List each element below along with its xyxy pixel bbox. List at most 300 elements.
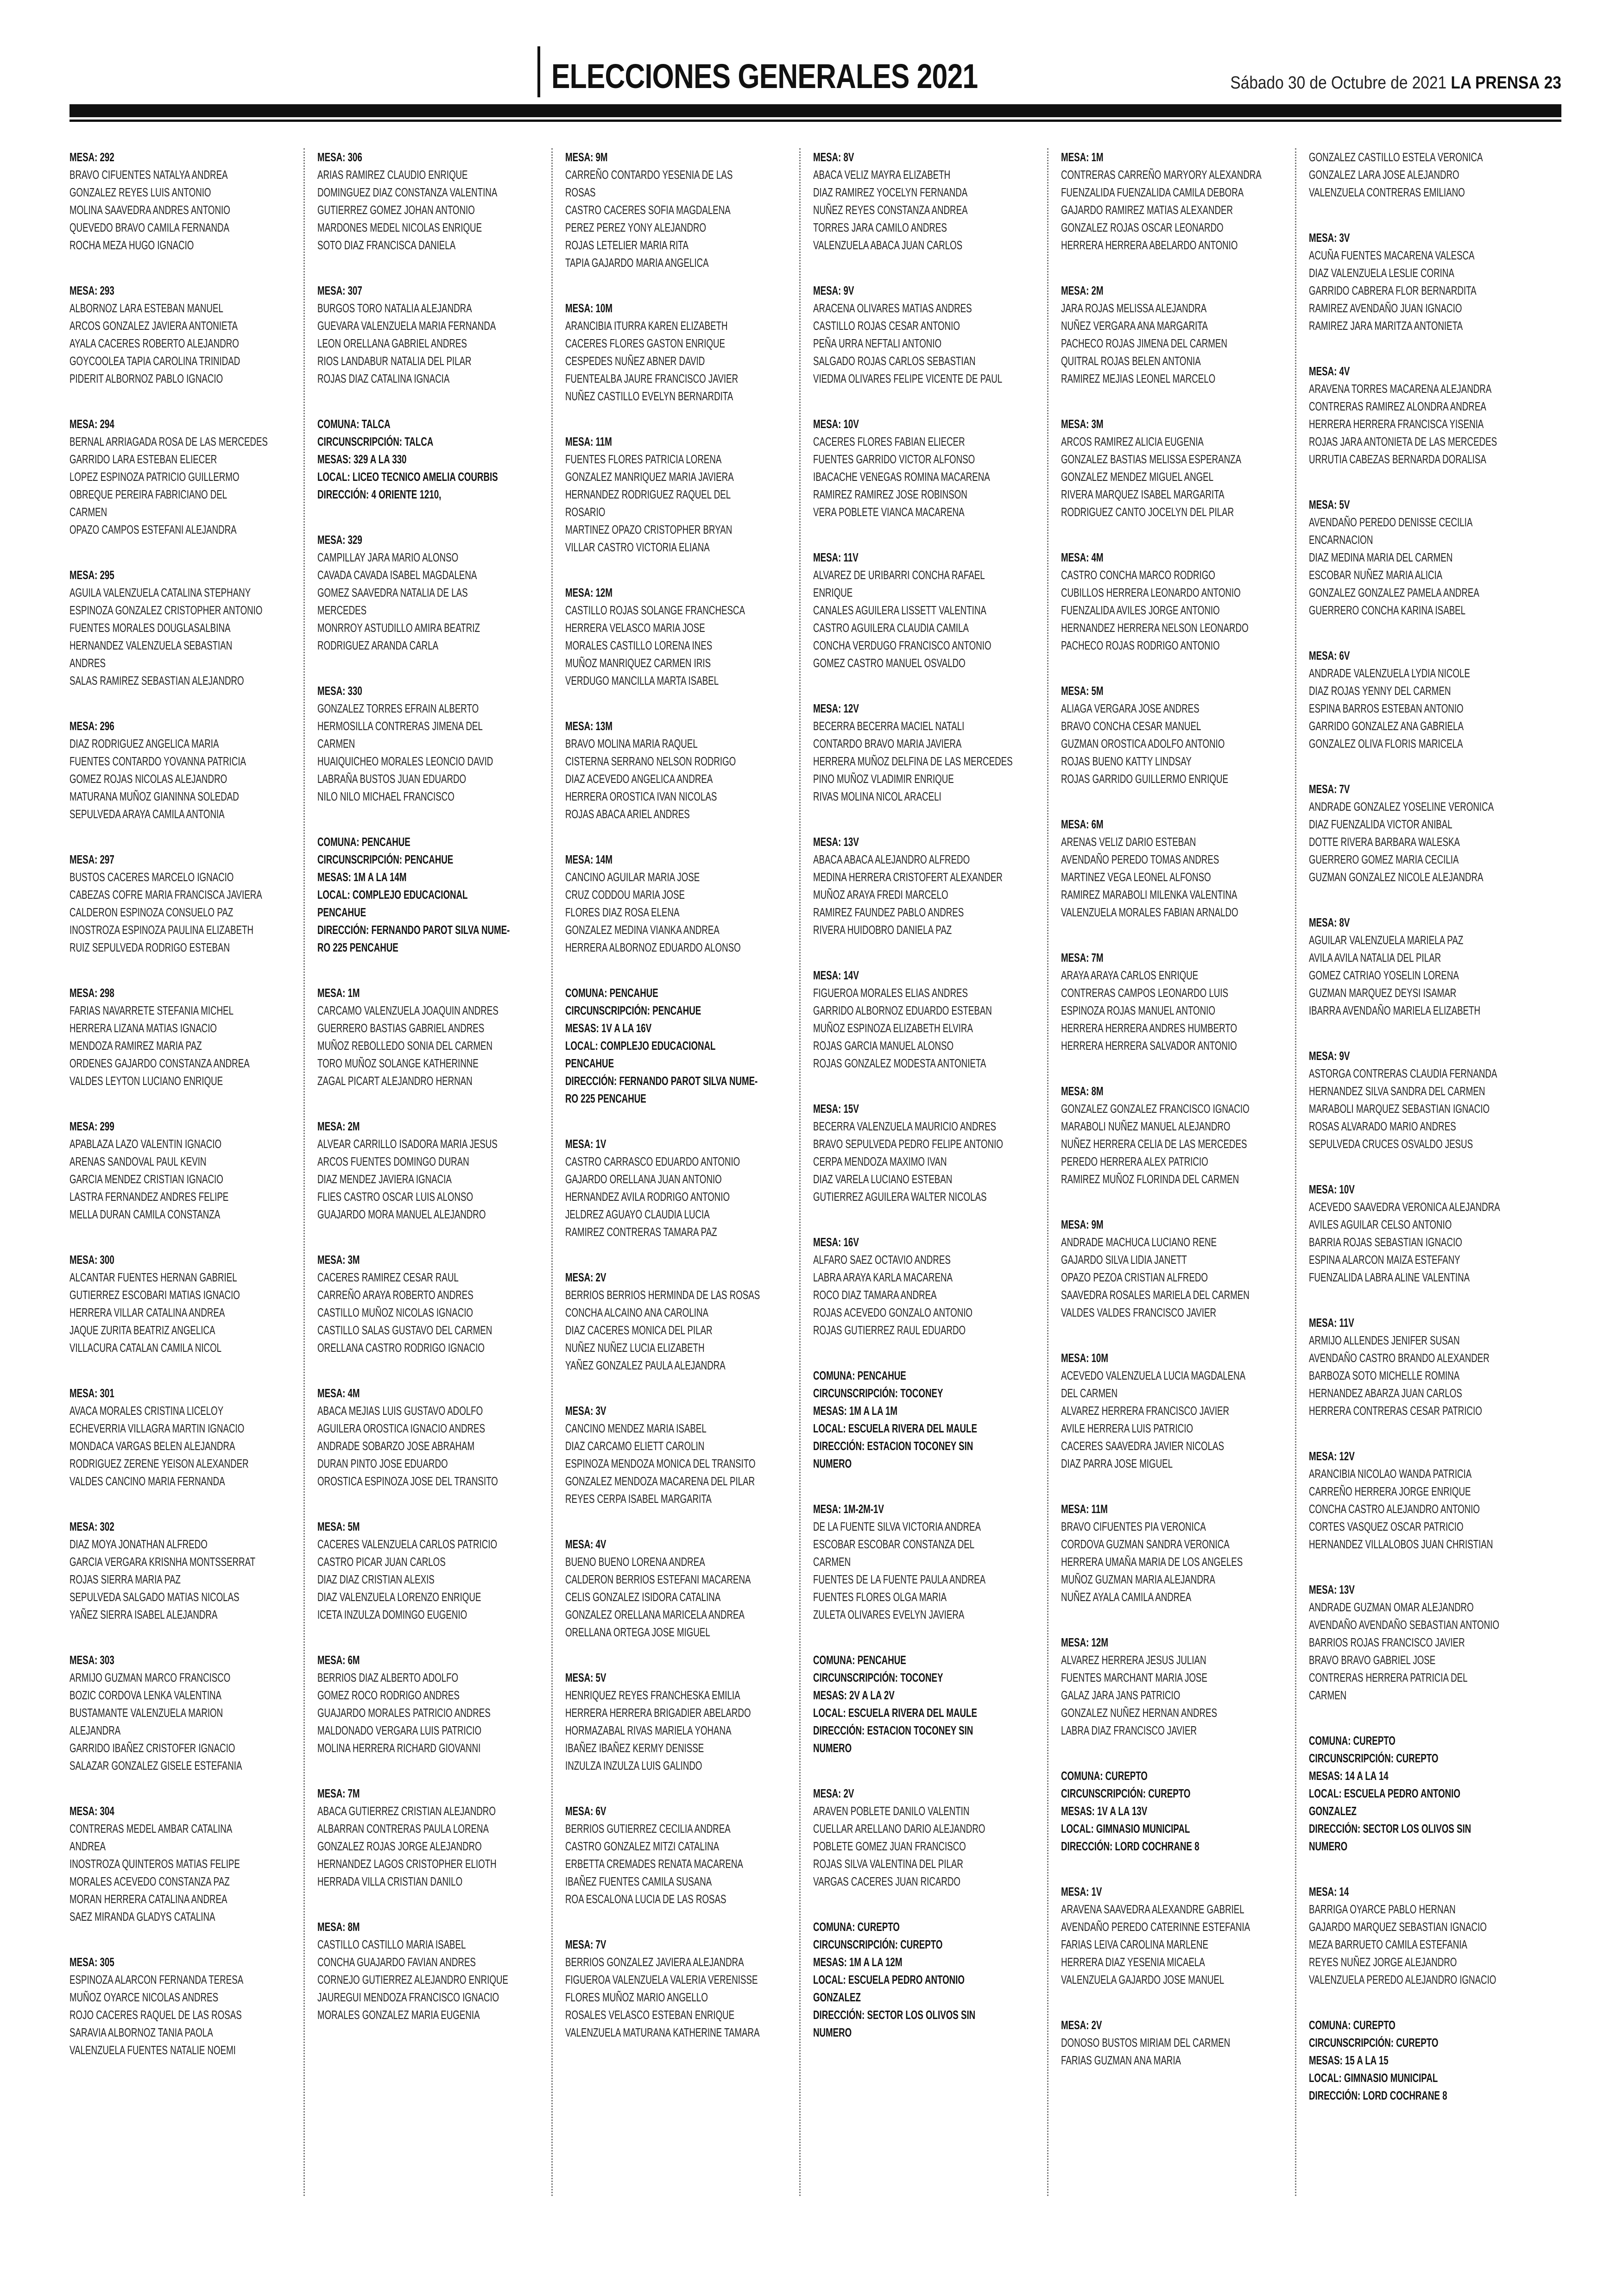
- member-name: ESCOBAR ESCOBAR CONSTANZA DEL: [813, 1537, 975, 1551]
- member-name: MORALES ACEVEDO CONSTANZA PAZ: [69, 1874, 230, 1888]
- mesa-block: [1061, 2016, 1295, 2069]
- member-name: HERNANDEZ HERRERA NELSON LEONARDO: [1061, 621, 1249, 635]
- info-line: CIRCUNSCRIPCIÓN: CUREPTO: [1309, 1751, 1439, 1765]
- member-name: MUÑOZ REBOLLEDO SONIA DEL CARMEN: [317, 1039, 493, 1053]
- member-name: REYES NUÑEZ JORGE ALEJANDRO: [1309, 1955, 1457, 1969]
- mesa-block: [565, 584, 799, 689]
- mesa-heading: MESA: 12M: [1061, 1635, 1108, 1649]
- mesa-heading: MESA: 2M: [317, 1119, 360, 1133]
- member-name: CASTILLO CASTILLO MARIA ISABEL: [317, 1937, 466, 1951]
- mesa-heading: MESA: 3V: [565, 1404, 606, 1418]
- member-name: GONZALEZ GONZALEZ PAMELA ANDREA: [1309, 586, 1479, 599]
- info-line: DIRECCIÓN: LORD COCHRANE 8: [1309, 2088, 1447, 2102]
- member-name: SAEZ MIRANDA GLADYS CATALINA: [69, 1910, 215, 1924]
- member-name: ARANCIBIA NICOLAO WANDA PATRICIA: [1309, 1467, 1472, 1481]
- info-line: PENCAHUE: [565, 1056, 614, 1070]
- member-name: POBLETE GOMEZ JUAN FRANCISCO: [813, 1839, 966, 1853]
- mesa-heading: MESA: 8M: [1061, 1084, 1104, 1098]
- mesa-block: [565, 1268, 799, 1374]
- member-name: CARMEN: [69, 505, 107, 519]
- member-name: HERRERA DIAZ YESENIA MICAELA: [1061, 1955, 1205, 1969]
- info-line: MESAS: 329 A LA 330: [317, 452, 407, 466]
- mesa-block: [1309, 1180, 1543, 1286]
- mesa-heading: MESA: 2M: [1061, 284, 1104, 297]
- member-name: CASTRO GONZALEZ MITZI CATALINA: [565, 1839, 720, 1853]
- member-name: INOSTROZA QUINTEROS MATIAS FELIPE: [69, 1857, 240, 1871]
- member-name: RIVERA HUIDOBRO DANIELA PAZ: [813, 923, 952, 937]
- member-name: BURGOS TORO NATALIA ALEJANDRA: [317, 301, 472, 315]
- mesa-heading: MESA: 296: [69, 719, 114, 733]
- mesa-heading: MESA: 2V: [813, 1786, 854, 1800]
- member-name: DIAZ VALENZUELA LESLIE CORINA: [1309, 266, 1454, 280]
- member-name: VALENZUELA PEREDO ALEJANDRO IGNACIO: [1309, 1973, 1497, 1987]
- column-separator: [799, 148, 801, 2196]
- member-name: DIAZ VALENZUELA LORENZO ENRIQUE: [317, 1590, 481, 1604]
- member-name: ABACA VELIZ MAYRA ELIZABETH: [813, 168, 951, 182]
- member-name: ENRIQUE: [813, 586, 853, 599]
- member-name: FLORES MUÑOZ MARIO ANGELLO: [565, 1990, 708, 2004]
- member-name: AGUILAR VALENZUELA MARIELA PAZ: [1309, 933, 1464, 947]
- column-2: [317, 148, 551, 2224]
- member-name: FUENZALIDA LABRA ALINE VALENTINA: [1309, 1270, 1470, 1284]
- member-name: HERRERA HERRERA BRIGADIER ABELARDO: [565, 1706, 751, 1720]
- polling-place-info: [1309, 1732, 1543, 1855]
- date-text: Sábado 30 de Octubre de 2021: [1230, 73, 1447, 93]
- mesa-block: [565, 148, 799, 271]
- member-name: GARCIA MENDEZ CRISTIAN IGNACIO: [69, 1172, 223, 1186]
- member-name: RODRIGUEZ CANTO JOCELYN DEL PILAR: [1061, 505, 1234, 519]
- member-name: ALVEAR CARRILLO ISADORA MARIA JESUS: [317, 1137, 498, 1151]
- member-name: ROJAS JARA ANTONIETA DE LAS MERCEDES: [1309, 435, 1497, 448]
- mesa-heading: MESA: 9V: [813, 284, 854, 297]
- member-name: GARRIDO CABRERA FLOR BERNARDITA: [1309, 284, 1477, 297]
- member-name: HERRADA VILLA CRISTIAN DANILO: [317, 1874, 463, 1888]
- mesa-block: [565, 1135, 799, 1241]
- member-name: TORO MUÑOZ SOLANGE KATHERINNE: [317, 1056, 479, 1070]
- mesa-heading: MESA: 6V: [1309, 649, 1350, 662]
- info-line: MESAS: 1V A LA 13V: [1061, 1804, 1148, 1818]
- member-name: PACHECO ROJAS RODRIGO ANTONIO: [1061, 638, 1220, 652]
- info-line: MESAS: 14 A LA 14: [1309, 1769, 1389, 1783]
- member-name: VERA POBLETE VIANCA MACARENA: [813, 505, 965, 519]
- mesa-heading: MESA: 11V: [813, 550, 859, 564]
- info-line: MESAS: 1V A LA 16V: [565, 1021, 652, 1035]
- mesa-heading: MESA: 11M: [565, 435, 612, 448]
- member-name: GUZMAN MARQUEZ DEYSI ISAMAR: [1309, 986, 1457, 1000]
- member-name: MORALES CASTILLO LORENA INES: [565, 638, 713, 652]
- member-name: HERRERA LIZANA MATIAS IGNACIO: [69, 1021, 217, 1035]
- member-name: CORDOVA GUZMAN SANDRA VERONICA: [1061, 1537, 1230, 1551]
- member-name: MEDINA HERRERA CRISTOFERT ALEXANDER: [813, 870, 1003, 884]
- member-name: MORALES GONZALEZ MARIA EUGENIA: [317, 2008, 480, 2022]
- member-name: PACHECO ROJAS JIMENA DEL CARMEN: [1061, 336, 1227, 350]
- member-name: GONZALEZ NUÑEZ HERNAN ANDRES: [1061, 1706, 1218, 1720]
- member-name: RAMIREZ MEJIAS LEONEL MARCELO: [1061, 372, 1216, 385]
- member-name: AYALA CACERES ROBERTO ALEJANDRO: [69, 336, 239, 350]
- column-separator: [303, 148, 305, 2196]
- member-name: DONOSO BUSTOS MIRIAM DEL CARMEN: [1061, 2036, 1231, 2050]
- member-name: CARCAMO VALENZUELA JOAQUIN ANDRES: [317, 1003, 499, 1017]
- info-line: LOCAL: LICEO TECNICO AMELIA COURBIS: [317, 470, 498, 484]
- mesa-heading: MESA: 4V: [565, 1537, 606, 1551]
- info-line: RO 225 PENCAHUE: [317, 940, 398, 954]
- mesa-block: [317, 1651, 551, 1757]
- member-name: PEREDO HERRERA ALEX PATRICIO: [1061, 1154, 1208, 1168]
- mesa-heading: MESA: 5M: [317, 1520, 360, 1533]
- mesa-block: [69, 1518, 303, 1623]
- mesa-heading: MESA: 293: [69, 284, 114, 297]
- member-name: SALAS RAMIREZ SEBASTIAN ALEJANDRO: [69, 674, 244, 688]
- member-name: FLORES DIAZ ROSA ELENA: [565, 905, 680, 919]
- member-name: CASTRO CONCHA MARCO RODRIGO: [1061, 568, 1215, 582]
- member-name: DURAN PINTO JOSE EDUARDO: [317, 1457, 448, 1470]
- member-name: CASTILLO SALAS GUSTAVO DEL CARMEN: [317, 1323, 493, 1337]
- member-name: ORELLANA ORTEGA JOSE MIGUEL: [565, 1625, 710, 1639]
- member-name: ESPINA BARROS ESTEBAN ANTONIO: [1309, 701, 1464, 715]
- column-6: [1309, 148, 1543, 2224]
- member-name: HERNANDEZ AVILA RODRIGO ANTONIO: [565, 1190, 730, 1204]
- mesa-heading: MESA: 295: [69, 568, 114, 582]
- column-1: [69, 148, 303, 2224]
- member-name: GONZALEZ ROJAS JORGE ALEJANDRO: [317, 1839, 482, 1853]
- member-name: ANDRADE SOBARZO JOSE ABRAHAM: [317, 1439, 475, 1453]
- member-name: DIAZ FUENZALIDA VICTOR ANIBAL: [1309, 817, 1452, 831]
- member-name: LASTRA FERNANDEZ ANDRES FELIPE: [69, 1190, 229, 1204]
- mesa-block: [813, 700, 1047, 805]
- mesa-block: [813, 1100, 1047, 1205]
- member-name: ROJAS LETELIER MARIA RITA: [565, 238, 688, 252]
- member-name: ROJAS GARCIA MANUEL ALONSO: [813, 1039, 954, 1053]
- mesa-heading: MESA: 304: [69, 1804, 114, 1818]
- info-line: NUMERO: [813, 1457, 852, 1470]
- member-name: GOMEZ ROJAS NICOLAS ALEJANDRO: [69, 772, 227, 786]
- member-name: VALENZUELA MATURANA KATHERINE TAMARA: [565, 2025, 760, 2039]
- info-line: DIRECCIÓN: ESTACION TOCONEY SIN: [813, 1723, 973, 1737]
- member-name: GAJARDO MARQUEZ SEBASTIAN IGNACIO: [1309, 1920, 1487, 1934]
- member-name: RAMIREZ CONTRERAS TAMARA PAZ: [565, 1225, 717, 1239]
- info-line: MESAS: 2V A LA 2V: [813, 1688, 895, 1702]
- member-name: ASTORGA CONTRERAS CLAUDIA FERNANDA: [1309, 1066, 1497, 1080]
- member-name: ALVAREZ DE URIBARRI CONCHA RAFAEL: [813, 568, 985, 582]
- info-line: COMUNA: PENCAHUE: [813, 1369, 906, 1382]
- member-name: CONTRERAS HERRERA PATRICIA DEL: [1309, 1671, 1468, 1684]
- info-line: COMUNA: PENCAHUE: [317, 835, 410, 849]
- member-name: DIAZ RODRIGUEZ ANGELICA MARIA: [69, 737, 219, 751]
- member-name: MORAN HERRERA CATALINA ANDREA: [69, 1892, 227, 1906]
- member-name: CALDERON ESPINOZA CONSUELO PAZ: [69, 905, 234, 919]
- member-name: GOMEZ ROCO RODRIGO ANDRES: [317, 1688, 460, 1702]
- member-name: VILLAR CASTRO VICTORIA ELIANA: [565, 540, 710, 554]
- mesa-block: [565, 1535, 799, 1641]
- mesa-heading: MESA: 7V: [565, 1937, 606, 1951]
- info-line: COMUNA: TALCA: [317, 417, 391, 431]
- member-name: RAMIREZ AVENDAÑO JUAN IGNACIO: [1309, 301, 1462, 315]
- info-line: PENCAHUE: [317, 905, 366, 919]
- member-name: HUAIQUICHEO MORALES LEONCIO DAVID: [317, 754, 493, 768]
- member-name: ARCOS FUENTES DOMINGO DURAN: [317, 1154, 469, 1168]
- member-name: GONZALEZ LARA JOSE ALEJANDRO: [1309, 168, 1459, 182]
- member-name: GUZMAN OROSTICA ADOLFO ANTONIO: [1061, 737, 1225, 751]
- member-name: CANCINO AGUILAR MARIA JOSE: [565, 870, 700, 884]
- member-name: VALENZUELA ABACA JUAN CARLOS: [813, 238, 963, 252]
- member-name: VALENZUELA CONTRERAS EMILIANO: [1309, 185, 1465, 199]
- mesa-heading: MESA: 4M: [317, 1386, 360, 1400]
- mesa-block: [813, 966, 1047, 1072]
- mesa-block: [813, 1785, 1047, 1890]
- member-name: HERNANDEZ VILLALOBOS JUAN CHRISTIAN: [1309, 1537, 1493, 1551]
- info-line: CIRCUNSCRIPCIÓN: CUREPTO: [1309, 2036, 1439, 2050]
- member-name: ESPINOZA GONZALEZ CRISTOPHER ANTONIO: [69, 603, 263, 617]
- info-line: LOCAL: ESCUELA RIVERA DEL MAULE: [813, 1421, 977, 1435]
- member-name: CARMEN: [1309, 1688, 1347, 1702]
- member-name: APABLAZA LAZO VALENTIN IGNACIO: [69, 1137, 222, 1151]
- member-name: VALDES VALDES FRANCISCO JAVIER: [1061, 1306, 1216, 1319]
- mesa-heading: MESA: 15V: [813, 1102, 859, 1116]
- info-line: LOCAL: ESCUELA RIVERA DEL MAULE: [813, 1706, 977, 1720]
- member-name: ANDRADE GONZALEZ YOSELINE VERONICA: [1309, 800, 1494, 814]
- mesa-heading: MESA: 300: [69, 1253, 114, 1267]
- member-name: MONRROY ASTUDILLO AMIRA BEATRIZ: [317, 621, 480, 635]
- member-name: GOYCOOLEA TAPIA CAROLINA TRINIDAD: [69, 354, 240, 368]
- member-name: TAPIA GAJARDO MARIA ANGELICA: [565, 256, 709, 270]
- polling-place-info: [1309, 2016, 1543, 2104]
- mesa-block: [1309, 1447, 1543, 1553]
- member-name: CAMPILLAY JARA MARIO ALONSO: [317, 550, 459, 564]
- mesa-block: [813, 833, 1047, 939]
- member-name: BUENO BUENO LORENA ANDREA: [565, 1555, 705, 1569]
- member-name: HERRERA CONTRERAS CESAR PATRICIO: [1309, 1404, 1482, 1418]
- member-name: ORELLANA CASTRO RODRIGO IGNACIO: [317, 1341, 485, 1355]
- info-line: CIRCUNSCRIPCIÓN: CUREPTO: [1061, 1786, 1191, 1800]
- member-name: OBREQUE PEREIRA FABRICIANO DEL: [69, 487, 227, 501]
- mesa-heading: MESA: 8M: [317, 1920, 360, 1934]
- mesa-block: [1061, 1634, 1295, 1739]
- info-line: MESAS: 1M A LA 12M: [813, 1955, 903, 1969]
- member-name: HENRIQUEZ REYES FRANCHESKA EMILIA: [565, 1688, 740, 1702]
- member-name: JAQUE ZURITA BEATRIZ ANGELICA: [69, 1323, 215, 1337]
- mesa-heading: MESA: 9V: [1309, 1049, 1350, 1063]
- member-name: BRAVO CONCHA CESAR MANUEL: [1061, 719, 1201, 733]
- member-name: CESPEDES NUÑEZ ABNER DAVID: [565, 354, 705, 368]
- mesa-block: [813, 1500, 1047, 1623]
- member-name: ANDREA: [69, 1839, 106, 1853]
- member-name: SALAZAR GONZALEZ GISELE ESTEFANIA: [69, 1759, 242, 1772]
- member-name: BRAVO SEPULVEDA PEDRO FELIPE ANTONIO: [813, 1137, 1003, 1151]
- mesa-block: [69, 1953, 303, 2059]
- member-name: FARIAS LEIVA CAROLINA MARLENE: [1061, 1937, 1209, 1951]
- member-name: GARRIDO GONZALEZ ANA GABRIELA: [1309, 719, 1464, 733]
- member-name: ARACENA OLIVARES MATIAS ANDRES: [813, 301, 972, 315]
- member-name: GONZALEZ REYES LUIS ANTONIO: [69, 185, 211, 199]
- mesa-block: [317, 1117, 551, 1223]
- member-name: ACUÑA FUENTES MACARENA VALESCA: [1309, 248, 1475, 262]
- mesa-block: [69, 566, 303, 689]
- member-name: ECHEVERRIA VILLAGRA MARTIN IGNACIO: [69, 1421, 245, 1435]
- member-name: REYES CERPA ISABEL MARGARITA: [565, 1492, 712, 1506]
- mesa-heading: MESA: 306: [317, 150, 362, 164]
- info-line: NUMERO: [813, 1741, 852, 1755]
- mesa-heading: MESA: 6V: [565, 1804, 606, 1818]
- member-name: ROJAS ABACA ARIEL ANDRES: [565, 807, 690, 821]
- member-name: GONZALEZ GONZALEZ FRANCISCO IGNACIO: [1061, 1102, 1250, 1116]
- member-name: NUÑEZ AYALA CAMILA ANDREA: [1061, 1590, 1192, 1604]
- member-name: BRAVO CIFUENTES PIA VERONICA: [1061, 1520, 1206, 1533]
- member-name: HERNANDEZ ABARZA JUAN CARLOS: [1309, 1386, 1462, 1400]
- polling-place-info: [813, 1367, 1047, 1472]
- mesa-heading: MESA: 5V: [1309, 498, 1350, 511]
- member-name: GONZALEZ TORRES EFRAIN ALBERTO: [317, 701, 479, 715]
- mesa-block: [69, 1251, 303, 1356]
- mesa-heading: MESA: 14: [1309, 1885, 1349, 1899]
- member-name: GUERRERO CONCHA KARINA ISABEL: [1309, 603, 1466, 617]
- mesa-heading: MESA: 298: [69, 986, 114, 1000]
- member-name: ABACA MEJIAS LUIS GUSTAVO ADOLFO: [317, 1404, 483, 1418]
- member-name: ZAGAL PICART ALEJANDRO HERNAN: [317, 1074, 473, 1088]
- member-name: ROSALES VELASCO ESTEBAN ENRIQUE: [565, 2008, 735, 2022]
- member-name: RIVAS MOLINA NICOL ARACELI: [813, 789, 941, 803]
- member-name: CASTILLO ROJAS SOLANGE FRANCHESCA: [565, 603, 745, 617]
- member-name: GONZALEZ BASTIAS MELISSA ESPERANZA: [1061, 452, 1242, 466]
- member-name: CRUZ CODDOU MARIA JOSE: [565, 888, 685, 902]
- member-name: PINO MUÑOZ VLADIMIR ENRIQUE: [813, 772, 954, 786]
- mesa-block: [565, 851, 799, 956]
- column-3: [565, 148, 799, 2224]
- member-name: AVILES AGUILAR CELSO ANTONIO: [1309, 1217, 1452, 1231]
- member-name: HERRERA HERRERA ANDRES HUMBERTO: [1061, 1021, 1238, 1035]
- member-name: BARRIOS ROJAS FRANCISCO JAVIER: [1309, 1635, 1465, 1649]
- member-name: BECERRA BECERRA MACIEL NATALI: [813, 719, 965, 733]
- member-name: YAÑEZ GONZALEZ PAULA ALEJANDRA: [565, 1358, 726, 1372]
- member-name: ALBARRAN CONTRERAS PAULA LORENA: [317, 1822, 489, 1836]
- member-name: DOTTE RIVERA BARBARA WALESKA: [1309, 835, 1460, 849]
- member-name: AVACA MORALES CRISTINA LICELOY: [69, 1404, 224, 1418]
- member-name: GARCIA VERGARA KRISNHA MONTSSERRAT: [69, 1555, 256, 1569]
- member-name: GARRIDO IBAÑEZ CRISTOFER IGNACIO: [69, 1741, 235, 1755]
- member-name: NILO NILO MICHAEL FRANCISCO: [317, 789, 455, 803]
- member-name: GONZALEZ MENDEZ MIGUEL ANGEL: [1061, 470, 1214, 484]
- member-name: FUENTES DE LA FUENTE PAULA ANDREA: [813, 1572, 986, 1586]
- mesa-block: [69, 1802, 303, 1925]
- member-name: GUTIERREZ GOMEZ JOHAN ANTONIO: [317, 203, 475, 217]
- member-name: FUENTES GARRIDO VICTOR ALFONSO: [813, 452, 975, 466]
- member-name: CACERES RAMIREZ CESAR RAUL: [317, 1270, 459, 1284]
- mesa-heading: MESA: 11V: [1309, 1316, 1354, 1330]
- mesa-heading: MESA: 1V: [565, 1137, 606, 1151]
- member-name: MUÑOZ ARAYA FREDI MARCELO: [813, 888, 948, 902]
- member-name: ACEVEDO SAAVEDRA VERONICA ALEJANDRA: [1309, 1200, 1500, 1214]
- mesa-block: [69, 717, 303, 823]
- member-name: ROSAS: [565, 185, 596, 199]
- member-name: NUÑEZ VERGARA ANA MARGARITA: [1061, 319, 1208, 333]
- member-name: IBAÑEZ IBAÑEZ KERMY DENISSE: [565, 1741, 704, 1755]
- member-name: MUÑOZ GUZMAN MARIA ALEJANDRA: [1061, 1572, 1215, 1586]
- info-line: CIRCUNSCRIPCIÓN: TOCONEY: [813, 1671, 943, 1684]
- mesa-heading: MESA: 13M: [565, 719, 613, 733]
- member-name: INOSTROZA ESPINOZA PAULINA ELIZABETH: [69, 923, 254, 937]
- member-name: CORTES VASQUEZ OSCAR PATRICIO: [1309, 1520, 1464, 1533]
- member-name: BECERRA VALENZUELA MAURICIO ANDRES: [813, 1119, 996, 1133]
- mesa-heading: MESA: 3M: [1061, 417, 1104, 431]
- member-name: DIAZ ACEVEDO ANGELICA ANDREA: [565, 772, 713, 786]
- member-name: ABACA GUTIERREZ CRISTIAN ALEJANDRO: [317, 1804, 496, 1818]
- member-name: ARENAS VELIZ DARIO ESTEBAN: [1061, 835, 1196, 849]
- member-name: GARRIDO LARA ESTEBAN ELIECER: [69, 452, 217, 466]
- member-name: BERRIOS DIAZ ALBERTO ADOLFO: [317, 1671, 459, 1684]
- member-name: IBARRA AVENDAÑO MARIELA ELIZABETH: [1309, 1003, 1481, 1017]
- mesa-block: [69, 148, 303, 254]
- mesa-heading: MESA: 12V: [1309, 1449, 1355, 1463]
- member-name: GALAZ JARA JANS PATRICIO: [1061, 1688, 1181, 1702]
- mesa-heading: MESA: 7M: [317, 1786, 360, 1800]
- member-name: JAUREGUI MENDOZA FRANCISCO IGNACIO: [317, 1990, 499, 2004]
- mesa-block: [565, 1402, 799, 1508]
- member-name: MONDACA VARGAS BELEN ALEJANDRA: [69, 1439, 235, 1453]
- mesa-block: [317, 1384, 551, 1490]
- mesa-block: [1061, 1883, 1295, 1988]
- member-name: CARMEN: [317, 737, 355, 751]
- member-name: ARCOS GONZALEZ JAVIERA ANTONIETA: [69, 319, 238, 333]
- member-name: SEPULVEDA SALGADO MATIAS NICOLAS: [69, 1590, 240, 1604]
- member-name: MALDONADO VERGARA LUIS PATRICIO: [317, 1723, 482, 1737]
- member-name: BARBOZA SOTO MICHELLE ROMINA: [1309, 1369, 1460, 1382]
- member-name: RIOS LANDABUR NATALIA DEL PILAR: [317, 354, 472, 368]
- mesa-block: [1309, 1047, 1543, 1153]
- member-name: VIEDMA OLIVARES FELIPE VICENTE DE PAUL: [813, 372, 1003, 385]
- member-name: FUENZALIDA AVILES JORGE ANTONIO: [1061, 603, 1220, 617]
- member-name: CONCHA CASTRO ALEJANDRO ANTONIO: [1309, 1502, 1480, 1516]
- member-name: BRAVO CIFUENTES NATALYA ANDREA: [69, 168, 228, 182]
- mesa-block: [69, 1117, 303, 1223]
- member-name: BUSTAMANTE VALENZUELA MARION: [69, 1706, 223, 1720]
- mesa-heading: MESA: 305: [69, 1955, 114, 1969]
- member-name: HERRERA HERRERA FRANCISCA YISENIA: [1309, 417, 1484, 431]
- member-name: ROJAS DIAZ CATALINA IGNACIA: [317, 372, 450, 385]
- member-name: RODRIGUEZ ZERENE YEISON ALEXANDER: [69, 1457, 249, 1470]
- member-name: ESPINA ALARCON MAIZA ESTEFANY: [1309, 1253, 1460, 1267]
- member-name: HERMOSILLA CONTRERAS JIMENA DEL: [317, 719, 483, 733]
- member-name: GONZALEZ MANRIQUEZ MARIA JAVIERA: [565, 470, 734, 484]
- member-name: BERNAL ARRIAGADA ROSA DE LAS MERCEDES: [69, 435, 268, 448]
- member-name: SALGADO ROJAS CARLOS SEBASTIAN: [813, 354, 976, 368]
- info-line: LOCAL: COMPLEJO EDUCACIONAL: [565, 1039, 716, 1053]
- member-name: BERRIOS BERRIOS HERMINDA DE LAS ROSAS: [565, 1288, 760, 1302]
- member-name: MARTINEZ VEGA LEONEL ALFONSO: [1061, 870, 1211, 884]
- member-name: ABACA ABACA ALEJANDRO ALFREDO: [813, 852, 970, 866]
- member-name: HERNANDEZ VALENZUELA SEBASTIAN: [69, 638, 233, 652]
- mesa-block: [813, 148, 1047, 254]
- mesa-heading: MESA: 5V: [565, 1671, 606, 1684]
- mesa-heading: MESA: 16V: [813, 1235, 859, 1249]
- member-name: RAMIREZ MARABOLI MILENKA VALENTINA: [1061, 888, 1238, 902]
- member-name: SEPULVEDA CRUCES OSVALDO JESUS: [1309, 1137, 1473, 1151]
- member-name: HERRERA ALBORNOZ EDUARDO ALONSO: [565, 940, 741, 954]
- member-name: ESPINOZA ALARCON FERNANDA TERESA: [69, 1973, 244, 1987]
- polling-place-info: [317, 415, 551, 503]
- member-name: ROA ESCALONA LUCIA DE LAS ROSAS: [565, 1892, 726, 1906]
- mesa-block: [565, 1802, 799, 1908]
- member-name: FUENZALIDA FUENZALIDA CAMILA DEBORA: [1061, 185, 1244, 199]
- mesa-heading: MESA: 292: [69, 150, 114, 164]
- member-name: ESCOBAR NUÑEZ MARIA ALICIA: [1309, 568, 1443, 582]
- mesa-block: [565, 717, 799, 823]
- member-name: GUAJARDO MORA MANUEL ALEJANDRO: [317, 1207, 486, 1221]
- member-name: CARREÑO CONTARDO YESENIA DE LAS: [565, 168, 733, 182]
- mesa-block: [317, 1785, 551, 1890]
- member-name: RIVERA MARQUEZ ISABEL MARGARITA: [1061, 487, 1225, 501]
- mesa-heading: MESA: 3M: [317, 1253, 360, 1267]
- mesa-block: [1061, 415, 1295, 521]
- member-name: BRAVO MOLINA MARIA RAQUEL: [565, 737, 698, 751]
